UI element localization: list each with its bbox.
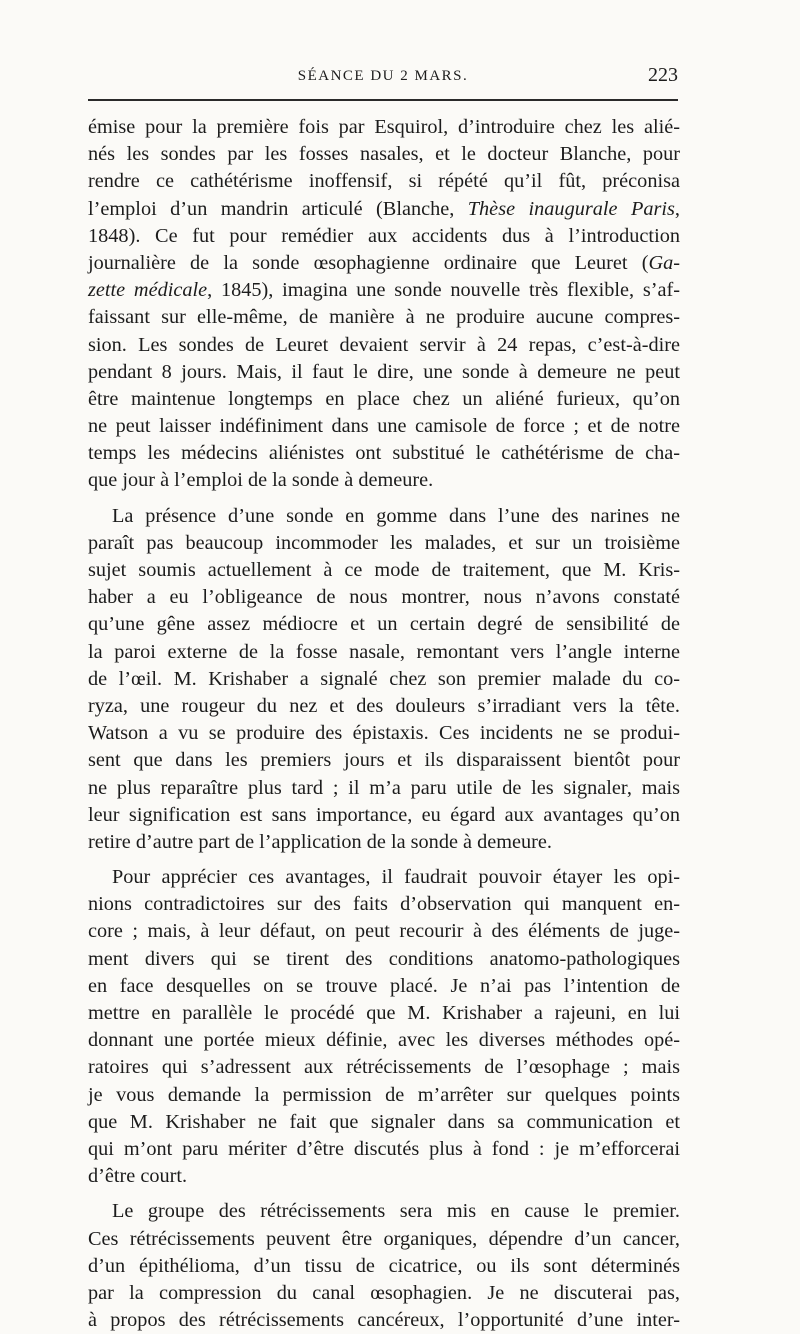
text-line [88,250,680,277]
text-segment: nions contradictoires sur des faits d’observation qui manquent en- [88,893,680,916]
paragraph [88,1198,680,1334]
text-line [88,332,680,359]
text-line [88,359,680,386]
paragraph [88,864,680,1190]
text-line [88,1253,680,1280]
italic-text: zette médicale [88,279,208,302]
text-segment: , [674,197,680,220]
text-line [88,1163,680,1190]
text-segment: haber a eu l’obligeance de nous montrer, nous n’avons constaté [88,586,680,609]
paragraph [88,114,680,495]
text-line [88,639,680,666]
text-segment: ne plus reparaître plus tard ; il m’a paru utile de les signaler, mais [88,776,680,799]
text-segment: émise pour la première fois par Esquirol, d’introduire chez les alié- [88,116,680,138]
body-text [88,114,680,1334]
italic-text: Ga- [648,251,680,274]
text-line [88,1198,680,1225]
text-line [88,141,680,168]
text-line [88,611,680,638]
text-line [88,775,680,802]
text-line [88,1000,680,1027]
text-line [88,584,680,611]
text-line [88,114,680,141]
text-line [88,1027,680,1054]
text-line [88,1307,680,1334]
text-segment: Le groupe des rétrécissements sera mis en cause le premier. [112,1200,680,1223]
text-line [88,196,680,223]
text-line [88,168,680,195]
text-line [88,693,680,720]
text-segment: Watson a vu se produire des épistaxis. Ces incidents ne se produi- [88,722,680,745]
text-segment: l’emploi d’un mandrin articulé (Blanche, [88,197,468,220]
text-line [88,666,680,693]
page-number: 223 [648,64,678,86]
text-line [88,557,680,584]
text-line [88,829,680,856]
paragraph [88,503,680,856]
text-line [88,946,680,973]
text-segment: ratoires qui s’adressent aux rétrécissements de l’œsophage ; mais [88,1056,680,1079]
text-line [88,973,680,1000]
text-line [88,1136,680,1163]
paragraph-gap [88,495,680,503]
text-segment: journalière de la sonde œsophagienne ordinaire que Leuret ( [88,251,649,274]
text-line [88,891,680,918]
text-line [88,1082,680,1109]
text-segment: à propos des rétrécissements cancéreux, l’opportunité d’une inter- [88,1309,680,1332]
text-line [88,223,680,250]
text-line [88,864,680,891]
text-segment: faissant sur elle-même, de manière à ne produire aucune compres- [88,306,680,329]
text-line [88,918,680,945]
text-segment: retire d’autre part de l’application de la sonde à demeure. [88,830,552,853]
text-line [88,720,680,747]
text-segment: d’être court. [88,1165,188,1188]
text-line [88,440,680,467]
text-segment: je vous demande la permission de m’arrêter sur quelques points [88,1083,680,1106]
text-segment: pendant 8 jours. Mais, il faut le dire, une sonde à demeure ne peut [88,360,680,383]
text-line [88,1280,680,1307]
text-segment: sent que dans les premiers jours et ils disparaissent bientôt pour [88,749,680,772]
text-segment: , 1845), imagina une sonde nouvelle très flexible, s’af- [207,279,680,302]
text-line [88,530,680,557]
text-segment: temps les médecins aliénistes ont substitué le cathétérisme de cha- [88,442,680,465]
text-segment: rendre ce cathétérisme inoffensif, si répété qu’il fût, préconisa [88,170,680,193]
text-segment: qu’une gêne assez médiocre et un certain degré de sensibilité de [88,613,680,636]
text-segment: leur signification est sans importance, eu égard aux avantages qu’on [88,803,680,826]
text-line [88,1109,680,1136]
text-segment: sujet soumis actuellement à ce mode de traitement, que M. Kris- [88,559,680,581]
text-line [88,277,680,304]
header-rule [88,99,678,101]
text-segment: donnant une portée mieux définie, avec les diverses méthodes opé- [88,1029,680,1052]
text-segment: qui m’ont paru mériter d’être discutés plus à fond : je m’efforcerai [88,1137,680,1160]
text-segment: 1848). Ce fut pour remédier aux accidents dus à l’introduction [88,224,680,247]
running-head [88,64,678,88]
text-segment: core ; mais, à leur défaut, on peut recourir à des éléments de juge- [88,920,680,943]
running-title: SÉANCE DU 2 MARS. [297,68,469,84]
text-line [88,1226,680,1253]
text-segment: par la compression du canal œsophagien. Je ne discuterai pas, [88,1281,680,1304]
text-segment: paraît pas beaucoup incommoder les malades, et sur un troisième [88,531,680,554]
text-segment: nés les sondes par les fosses nasales, et le docteur Blanche, pour [88,143,680,166]
text-segment: ryza, une rougeur du nez et des douleurs s’irradiant vers la tête. [88,694,680,717]
text-segment: être maintenue longtemps en place chez un aliéné furieux, qu’on [88,387,680,410]
text-segment: ment divers qui se tirent des conditions anatomo-pathologiques [88,947,680,970]
text-segment: Pour apprécier ces avantages, il faudrait pouvoir étayer les opi- [112,866,680,889]
text-segment: mettre en parallèle le procédé que M. Krishaber a rajeuni, en lui [88,1002,680,1024]
text-segment: ne peut laisser indéfiniment dans une camisole de force ; et de notre [88,415,680,438]
text-segment: en face desquelles on se trouve placé. Je n’ai pas l’intention de [88,974,680,997]
text-line [88,503,680,530]
italic-text: Thèse inaugurale Paris [467,197,675,220]
text-segment: sion. Les sondes de Leuret devaient servir à 24 repas, c’est-à-dire [88,333,680,356]
text-segment: Ces rétrécissements peuvent être organiques, dépendre d’un cancer, [88,1227,680,1250]
text-line [88,413,680,440]
text-segment: d’un épithélioma, d’un tissu de cicatrice, ou ils sont déterminés [88,1254,680,1277]
text-line [88,802,680,829]
text-line [88,386,680,413]
text-line [88,467,680,494]
text-segment: de l’œil. M. Krishaber a signalé chez son premier malade du co- [88,667,680,690]
text-line [88,304,680,331]
text-segment: que M. Krishaber ne fait que signaler dans sa communication et [88,1110,680,1133]
paragraph-gap [88,856,680,864]
text-segment: que jour à l’emploi de la sonde à demeure. [88,469,434,492]
text-segment: La présence d’une sonde en gomme dans l’une des narines ne [112,504,680,527]
text-segment: la paroi externe de la fosse nasale, remontant vers l’angle interne [88,640,680,663]
text-line [88,1054,680,1081]
paragraph-gap [88,1190,680,1198]
text-line [88,747,680,774]
